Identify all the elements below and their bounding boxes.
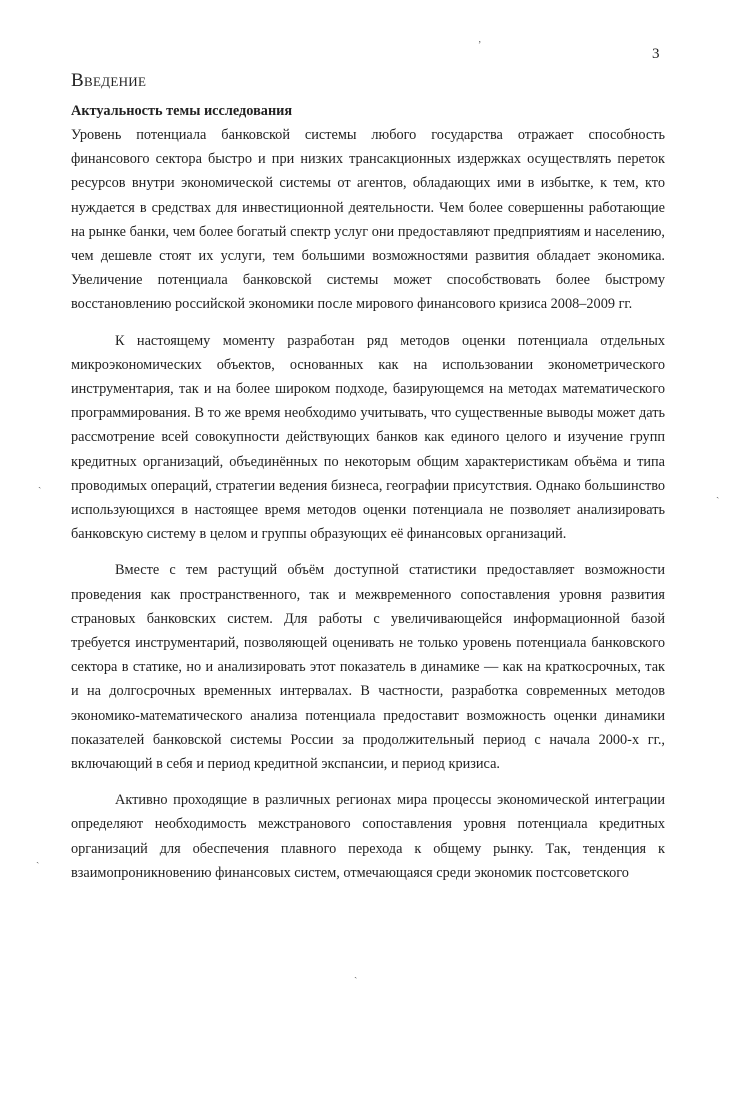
page-number: 3 bbox=[652, 46, 660, 62]
scan-speck: ˏ bbox=[36, 853, 40, 864]
scan-speck: ˎ bbox=[38, 478, 42, 489]
section-heading: Введение bbox=[71, 70, 147, 91]
scan-speck: ˏ bbox=[716, 488, 720, 499]
paragraph-1: Уровень потенциала банковской системы любого государства отражает способность финансового сектора быстро и при низких трансакционных издержках осуществлять переток ресурсов внутри экономической системы от агентов, обладающих ими в избытке, к тем, кто нуждается в средствах для инвестиционной деятельности. Чем более совершенны работающие на рынке банки, чем более богатый спектр услуг они предоставляют предприятиям и населению, чем дешевле стоят их услуги, тем большими возможностями развития обладает экономика. Увеличение потенциала банковской системы может способствовать более быстрому восстановлению российской экономики после мирового финансового кризиса 2008–2009 гг. bbox=[71, 127, 665, 313]
paragraph-2: К настоящему моменту разработан ряд методов оценки потенциала отдельных микроэкономических объектов, основанных как на использовании эконометрического инструментария, так и на более широком подходе, базирующемся на методах математического программирования. В то же время необходимо учитывать, что существенные выводы может дать рассмотрение всей совокупности действующих банков как единого целого и изучение групп кредитных организаций, объединённых по некоторым общим характеристикам объёма и типа проводимых операций, стратегии ведения бизнеса, географии присутствия. Однако большинство использующихся в настоящее время методов оценки потенциала не позволяет анализировать банковскую систему в целом и группы образующих её финансовых организаций. bbox=[71, 332, 665, 543]
subsection-heading: Актуальность темы исследования bbox=[71, 103, 293, 119]
scan-speck: ʼ bbox=[478, 40, 482, 51]
paragraph-3: Вместе с тем растущий объём доступной статистики предоставляет возможности проведения как пространственного, так и межвременного сопоставления уровня развития страновых банковских систем. Для работы с увеличивающейся информационной базой требуется инструментарий, позволяющей оценивать не только уровень потенциала банковского сектора в статике, но и анализировать этот показатель в динамике — как на краткосрочных, так и на долгосрочных временных интервалах. В частности, разработка современных методов экономико-математического анализа потенциала предоставит возможность оценки динамики показателей банковской системы России за продолжительный период с начала 2000-х гг., включающий в себя и период кредитной экспансии, и период кризиса. bbox=[71, 562, 665, 773]
scan-speck: ˏ bbox=[354, 968, 358, 979]
body-text bbox=[71, 123, 665, 885]
paragraph-4: Активно проходящие в различных регионах мира процессы экономической интеграции определяют необходимость межстранового сопоставления уровня потенциала кредитных организаций для обеспечения плавного перехода к общему рынку. Так, тенденция к взаимопроникновению финансовых систем, отмечающаяся среди экономик постсоветского bbox=[71, 792, 665, 881]
